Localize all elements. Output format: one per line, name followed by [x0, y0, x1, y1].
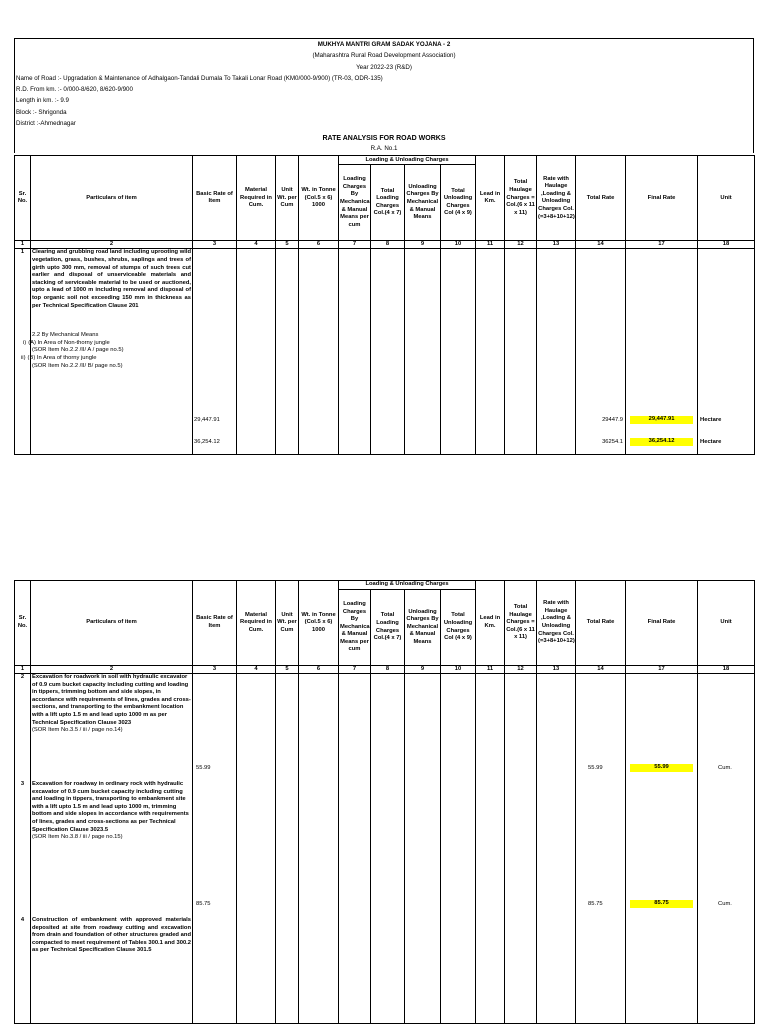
- col-basic-rate: Basic Rate of Item: [193, 581, 237, 666]
- final-rate-value: 85.75: [630, 900, 693, 908]
- col-num: 7: [339, 241, 371, 249]
- col-num: 9: [405, 666, 441, 674]
- col-num: 14: [576, 666, 626, 674]
- final-rate-cell: [626, 674, 698, 1024]
- total-rate-value: 36254.1: [602, 439, 624, 446]
- description-text: Clearing and grubbing road land including uprooting wild vegetation, grass, bushes, shrubs, saplings and trees of girth upto 300 mm, removal of stumps of such trees cut earlier and disposal of unserviceable materials and stacking of serviceable material to be used or auctioned, upto a lead of 1000 m including removal and disposal of top organic soil not exceeding 150 mm in thickness as per Technical Specification Clause 201: [32, 249, 191, 309]
- column-number-row: [15, 666, 755, 674]
- col-loading-charges: Loading Charges By Mechanical & Manual Means per cum: [339, 590, 371, 666]
- col-unit: Unit: [698, 156, 755, 241]
- item-sr: 1: [15, 249, 31, 455]
- column-number-row: [15, 241, 755, 249]
- sub-item-no: ii): [21, 354, 26, 361]
- total-rate-value: 29447.9: [602, 417, 624, 424]
- unit-cell: [698, 674, 755, 1024]
- final-rate-cell: [626, 249, 698, 455]
- unit-value: Cum.: [718, 765, 732, 771]
- final-rate-value: 36,254.12: [630, 438, 693, 446]
- basic-rate-value: 55.99: [196, 765, 211, 771]
- col-num: 17: [626, 666, 698, 674]
- col-num: 13: [537, 241, 576, 249]
- item-sr: 4: [20, 917, 25, 923]
- total-rate-value: 85.75: [588, 901, 603, 907]
- col-num: 6: [299, 241, 339, 249]
- col-num: 14: [576, 241, 626, 249]
- col-num: 7: [339, 666, 371, 674]
- col-total-loading: Total Loading Charges Col.(4 x 7): [371, 590, 405, 666]
- col-num: 2: [31, 666, 193, 674]
- col-num: 10: [441, 241, 476, 249]
- col-rate-with-haulage: Rate with Haulage ,Loading & Unloading Charges Col.(=3+8+10+12): [537, 581, 576, 666]
- col-num: 3: [193, 241, 237, 249]
- final-rate-value: 55.99: [630, 764, 693, 772]
- col-total-rate: Total Rate: [576, 581, 626, 666]
- col-num: 8: [371, 241, 405, 249]
- col-num: 11: [476, 241, 505, 249]
- sub-item-a: [23, 339, 191, 348]
- year-label: Year 2022-23 (R&D): [356, 63, 412, 71]
- sub-heading: 2.2 By Mechanical Means: [32, 332, 99, 339]
- basic-rate-value: 29,447.91: [194, 417, 220, 424]
- item-sr-cell: [15, 674, 31, 1024]
- col-rate-with-haulage: Rate with Haulage ,Loading & Unloading Charges Col.(=3+8+10+12): [537, 156, 576, 241]
- col-particulars: Particulars of item: [31, 156, 193, 241]
- col-total-rate: Total Rate: [576, 156, 626, 241]
- sub-item-sor: (SOR Item No.2.2 /II/ A / page no.5): [32, 347, 124, 354]
- district-label: District :-Ahmednagar: [16, 120, 76, 128]
- sub-item-sor: (SOR Item No.2.2 /II/ B/ page no.5): [32, 362, 123, 369]
- col-num: 9: [405, 241, 441, 249]
- col-material: Material Required in Cum.: [237, 156, 276, 241]
- col-num: 18: [698, 666, 755, 674]
- table-row: [15, 674, 755, 1024]
- col-num: 2: [31, 241, 193, 249]
- col-num: 12: [505, 241, 537, 249]
- analysis-title: RATE ANALYSIS FOR ROAD WORKS: [322, 135, 446, 143]
- sub-item-label: (A) In Area of Non-thorny jungle: [28, 339, 110, 346]
- length-label: Length in km. :- 9.9: [16, 97, 69, 105]
- col-lead: Lead in Km.: [476, 581, 505, 666]
- col-num: 4: [237, 666, 276, 674]
- document-header: [14, 38, 754, 153]
- item-sr: 2: [20, 674, 25, 680]
- col-num: 5: [276, 241, 299, 249]
- col-num: 5: [276, 666, 299, 674]
- col-total-loading: Total Loading Charges Col.(4 x 7): [371, 165, 405, 241]
- unit-value: Hectare: [700, 417, 722, 424]
- col-lead: Lead in Km.: [476, 156, 505, 241]
- rd-from: R.D. From km. :- 0/000-8/620, 8/620-9/900: [16, 86, 133, 94]
- col-total-unloading: Total Unloading Charges Col (4 x 9): [441, 590, 476, 666]
- col-loading-charges: Loading Charges By Mechanical & Manual Means per cum: [339, 165, 371, 241]
- total-rate-cell: [576, 674, 626, 1024]
- sub-item-b: [21, 354, 191, 363]
- org-name: (Maharashtra Rural Road Development Association): [312, 52, 456, 60]
- final-rate-value: 29,447.91: [630, 416, 693, 424]
- col-sr-no: Sr. No.: [15, 581, 31, 666]
- col-material: Material Required in Cum.: [237, 581, 276, 666]
- item-description: [21, 249, 193, 455]
- col-num: 11: [476, 666, 505, 674]
- basic-rate-cell: [193, 674, 237, 1024]
- item-sr: 3: [20, 781, 25, 787]
- col-final-rate: Final Rate: [626, 156, 698, 241]
- col-num: 3: [193, 666, 237, 674]
- col-num: 12: [505, 666, 537, 674]
- rate-analysis-sheet-1: [14, 38, 754, 455]
- col-num: 1: [15, 666, 31, 674]
- rate-table-2: [14, 580, 755, 1024]
- total-rate-cell: [576, 249, 626, 455]
- basic-rate-value: 36,254.12: [194, 439, 220, 446]
- col-group-loading: Loading & Unloading Charges: [339, 581, 476, 590]
- col-num: 8: [371, 666, 405, 674]
- col-sr-no: Sr. No.: [15, 156, 31, 241]
- sub-item-no: i): [23, 339, 27, 346]
- col-unit: Unit: [698, 581, 755, 666]
- col-wt-tonne: Wt. in Tonne (Col.5 x 6) 1000: [299, 156, 339, 241]
- col-unit-wt: Unit Wt. per Cum: [276, 156, 299, 241]
- col-basic-rate: Basic Rate of Item: [193, 156, 237, 241]
- scheme-title: MUKHYA MANTRI GRAM SADAK YOJANA - 2: [317, 41, 451, 48]
- col-num: 6: [299, 666, 339, 674]
- col-final-rate: Final Rate: [626, 581, 698, 666]
- road-name: Name of Road :- Upgradation & Maintenance of Adhalgaon-Tandali Dumala To Takali Lonar Road (KM0/000-9/900) (TR-03, ODR-135): [16, 74, 383, 82]
- col-particulars: Particulars of item: [31, 581, 193, 666]
- description-text: Excavation for roadway in ordinary rock with hydraulic excavator of 0.9 cum bucket capacity including cutting and loading in tippers, transporting to embankment site with a lift upto 1.5 m and lead upto 1000 m, trimming bottom and side slopes in accordance with requirements of lines, grades and cross-sections as per Technical Specification Clause 3023.5: [32, 781, 189, 833]
- sub-item-label: (B) In Area of thorny jungle: [27, 354, 97, 361]
- col-unloading-charges: Unloading Charges By Mechanical & Manual Means: [405, 165, 441, 241]
- sor-ref: (SOR Item No.3.5 / iii / page no.14): [32, 727, 123, 734]
- col-total-unloading: Total Unloading Charges Col (4 x 9): [441, 165, 476, 241]
- col-unloading-charges: Unloading Charges By Mechanical & Manual Means: [405, 590, 441, 666]
- total-rate-value: 55.99: [588, 765, 603, 771]
- item-description: [31, 674, 193, 1024]
- col-num: 17: [626, 241, 698, 249]
- rate-analysis-sheet-2: [14, 580, 754, 1024]
- table-row: [15, 249, 755, 455]
- col-wt-tonne: Wt. in Tonne (Col.5 x 6) 1000: [299, 581, 339, 666]
- col-unit-wt: Unit Wt. per Cum: [276, 581, 299, 666]
- block-label: Block :- Shrigonda: [16, 108, 67, 116]
- col-num: 4: [237, 241, 276, 249]
- description-text: Excavation for roadwork in soil with hydraulic excavator of 0.9 cum bucket capacity including cutting and loading in tippers, trimming bottom and side slopes, in accordance with requirements of lines, grades and cross-sections, and transporting to the embankment location with a lift upto 1.5 m and lead upto 1000 m as per Technical Specification Clause 3023: [32, 674, 191, 726]
- col-num: 1: [15, 241, 31, 249]
- unit-cell: [698, 249, 755, 455]
- col-total-haulage: Total Haulage Charges = Col.(6 x 11 x 11): [505, 156, 537, 241]
- col-num: 13: [537, 666, 576, 674]
- col-num: 18: [698, 241, 755, 249]
- description-text: Construction of embankment with approved materials deposited at site from roadway cutting and excavation from drain and foundation of other structures graded and compacted to meet requirement of Tables 300.1 and 300.2 as per Technical Specification Clause 301.5: [32, 917, 191, 954]
- rate-table-1: [14, 155, 755, 455]
- basic-rate-cell: [193, 249, 237, 455]
- col-total-haulage: Total Haulage Charges = Col.(6 x 11 x 11): [505, 581, 537, 666]
- col-group-loading: Loading & Unloading Charges: [339, 156, 476, 165]
- basic-rate-value: 85.75: [196, 901, 211, 907]
- ra-number: R.A. No.1: [370, 145, 398, 153]
- unit-value: Hectare: [700, 439, 722, 446]
- unit-value: Cum.: [718, 901, 732, 907]
- col-num: 10: [441, 666, 476, 674]
- sor-ref: (SOR Item No.3.8 / iii / page no.15): [32, 834, 123, 841]
